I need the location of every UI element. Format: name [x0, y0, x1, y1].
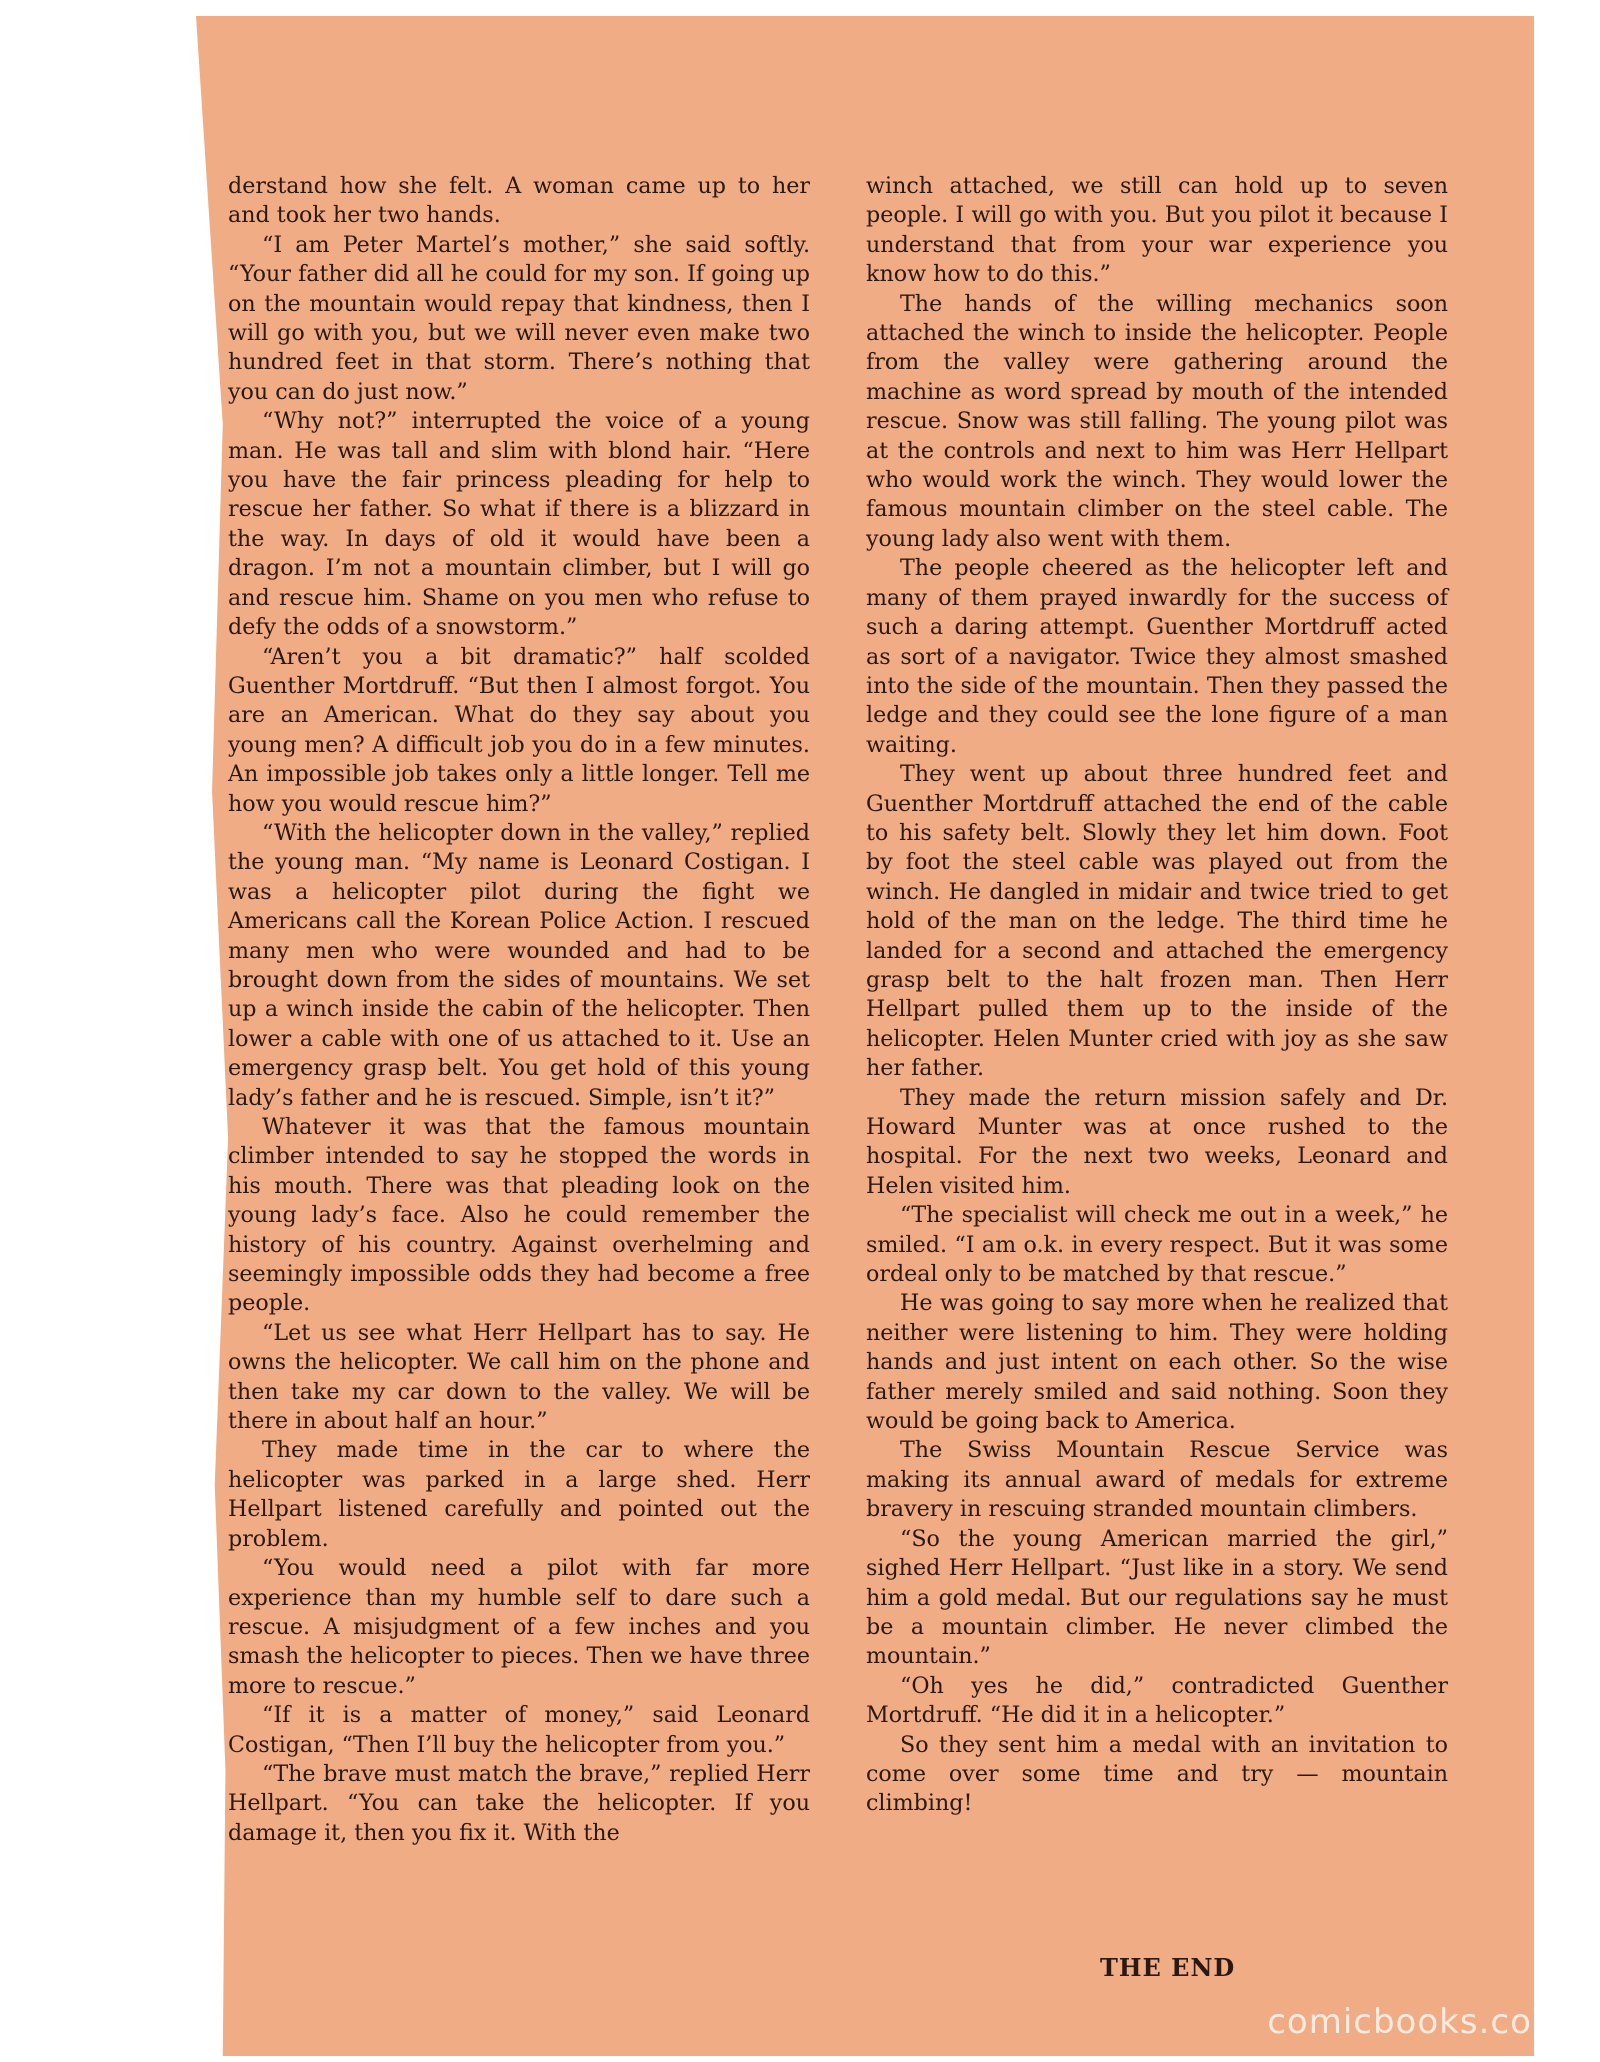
paragraph: Whatever it was that the famous mountain climber intended to say he stopped the words in his mouth. There was that pleading look on the young lady’s face. Also he could remember the history of his country. Against overhelming and seemingly impossible odds they had become a free people.	[228, 1114, 810, 1317]
paragraph: “Oh yes he did,” contradicted Guenther Mortdruff. “He did it in a helicopter.”	[866, 1672, 1448, 1729]
left-text-column	[228, 172, 810, 1848]
site-watermark: comicbooks.com	[1267, 2002, 1566, 2042]
paragraph: “Why not?” interrupted the voice of a young man. He was tall and slim with blond hair. “Here you have the fair princess pleading for help to rescue her father. So what if there is a blizzard in the way. In days of old it would have been a dragon. I’m not a mountain climber, but I will go and rescue him. Shame on you men who refuse to defy the odds of a snowstorm.”	[228, 408, 810, 641]
paragraph: “Let us see what Herr Hellpart has to say. He owns the helicopter. We call him on the phone and then take my car down to the valley. We will be there in about half an hour.”	[228, 1319, 810, 1435]
paragraph: So they sent him a medal with an invitation to come over some time and try — mountain climbing!	[866, 1731, 1448, 1817]
right-text-column	[866, 172, 1448, 1819]
paragraph: “I am Peter Martel’s mother,” she said softly. “Your father did all he could for my son. If going up on the mountain would repay that kindness, then I will go with you, but we will never even make two hundred feet in that storm. There’s nothing that you can do just now.”	[228, 231, 810, 405]
paragraph: “So the young American married the girl,” sighed Herr Hellpart. “Just like in a story. We send him a gold medal. But our regulations say he must be a mountain climber. He never climbed the mountain.”	[866, 1525, 1448, 1670]
paragraph: The Swiss Mountain Rescue Service was making its annual award of medals for extreme bravery in rescuing stranded mountain climbers.	[866, 1437, 1448, 1523]
paragraph: derstand how she felt. A woman came up to her and took her two hands.	[228, 173, 810, 229]
paragraph: They went up about three hundred feet and Guenther Mortdruff attached the end of the cable to his safety belt. Slowly they let him down. Foot by foot the steel cable was played out from the winch. He dangled in midair and twice tried to get hold of the man on the ledge. The third time he landed for a second and attached the emergency grasp belt to the halt frozen man. Then Herr Hellpart pulled them up to the inside of the helicopter. Helen Munter cried with joy as she saw her father.	[866, 761, 1448, 1082]
paragraph: “The brave must match the brave,” replied Herr Hellpart. “You can take the helicopter. If you damage it, then you fix it. With the	[228, 1760, 810, 1846]
paragraph: He was going to say more when he realized that neither were listening to him. They were holding hands and just intent on each other. So the wise father merely smiled and said nothing. Soon they would be going back to America.	[866, 1290, 1448, 1435]
paragraph: “Aren’t you a bit dramatic?” half scolded Guenther Mortdruff. “But then I almost forgot. You are an American. What do they say about you young men? A difficult job you do in a few minutes. An impossible job takes only a little longer. Tell me how you would rescue him?”	[228, 643, 810, 817]
paragraph: “The specialist will check me out in a week,” he smiled. “I am o.k. in every respect. But it was some ordeal only to be matched by that rescue.”	[866, 1202, 1448, 1288]
paragraph: They made time in the car to where the helicopter was parked in a large shed. Herr Hellpart listened carefully and pointed out the problem.	[228, 1437, 810, 1552]
the-end-label: THE END	[1100, 1953, 1236, 1982]
paragraph: “If it is a matter of money,” said Leonard Costigan, “Then I’ll buy the helicopter from you.”	[228, 1702, 810, 1758]
paragraph: “With the helicopter down in the valley,” replied the young man. “My name is Leonard Costigan. I was a helicopter pilot during the fight we Americans call the Korean Police Action. I rescued many men who were wounded and had to be brought down from the sides of mountains. We set up a winch inside the cabin of the helicopter. Then lower a cable with one of us attached to it. Use an emergency grasp belt. You get hold of this young lady’s father and he is rescued. Simple, isn’t it?”	[228, 819, 810, 1111]
paragraph: The hands of the willing mechanics soon attached the winch to inside the helicopter. People from the valley were gathering around the machine as word spread by mouth of the intended rescue. Snow was still falling. The young pilot was at the controls and next to him was Herr Hellpart who would work the winch. They would lower the famous mountain climber on the steel cable. The young lady also went with them.	[866, 290, 1448, 552]
paragraph: They made the return mission safely and Dr. Howard Munter was at once rushed to the hospital. For the next two weeks, Leonard and Helen visited him.	[866, 1084, 1448, 1199]
paragraph: “You would need a pilot with far more experience than my humble self to dare such a rescue. A misjudgment of a few inches and you smash the helicopter to pieces. Then we have three more to rescue.”	[228, 1555, 810, 1699]
paragraph: The people cheered as the helicopter left and many of them prayed inwardly for the success of such a daring attempt. Guenther Mortdruff acted as sort of a navigator. Twice they almost smashed into the side of the mountain. Then they passed the ledge and they could see the lone figure of a man waiting.	[866, 555, 1448, 758]
paragraph: winch attached, we still can hold up to seven people. I will go with you. But you pilot it because I understand that from your war experience you know how to do this.”	[866, 173, 1448, 288]
